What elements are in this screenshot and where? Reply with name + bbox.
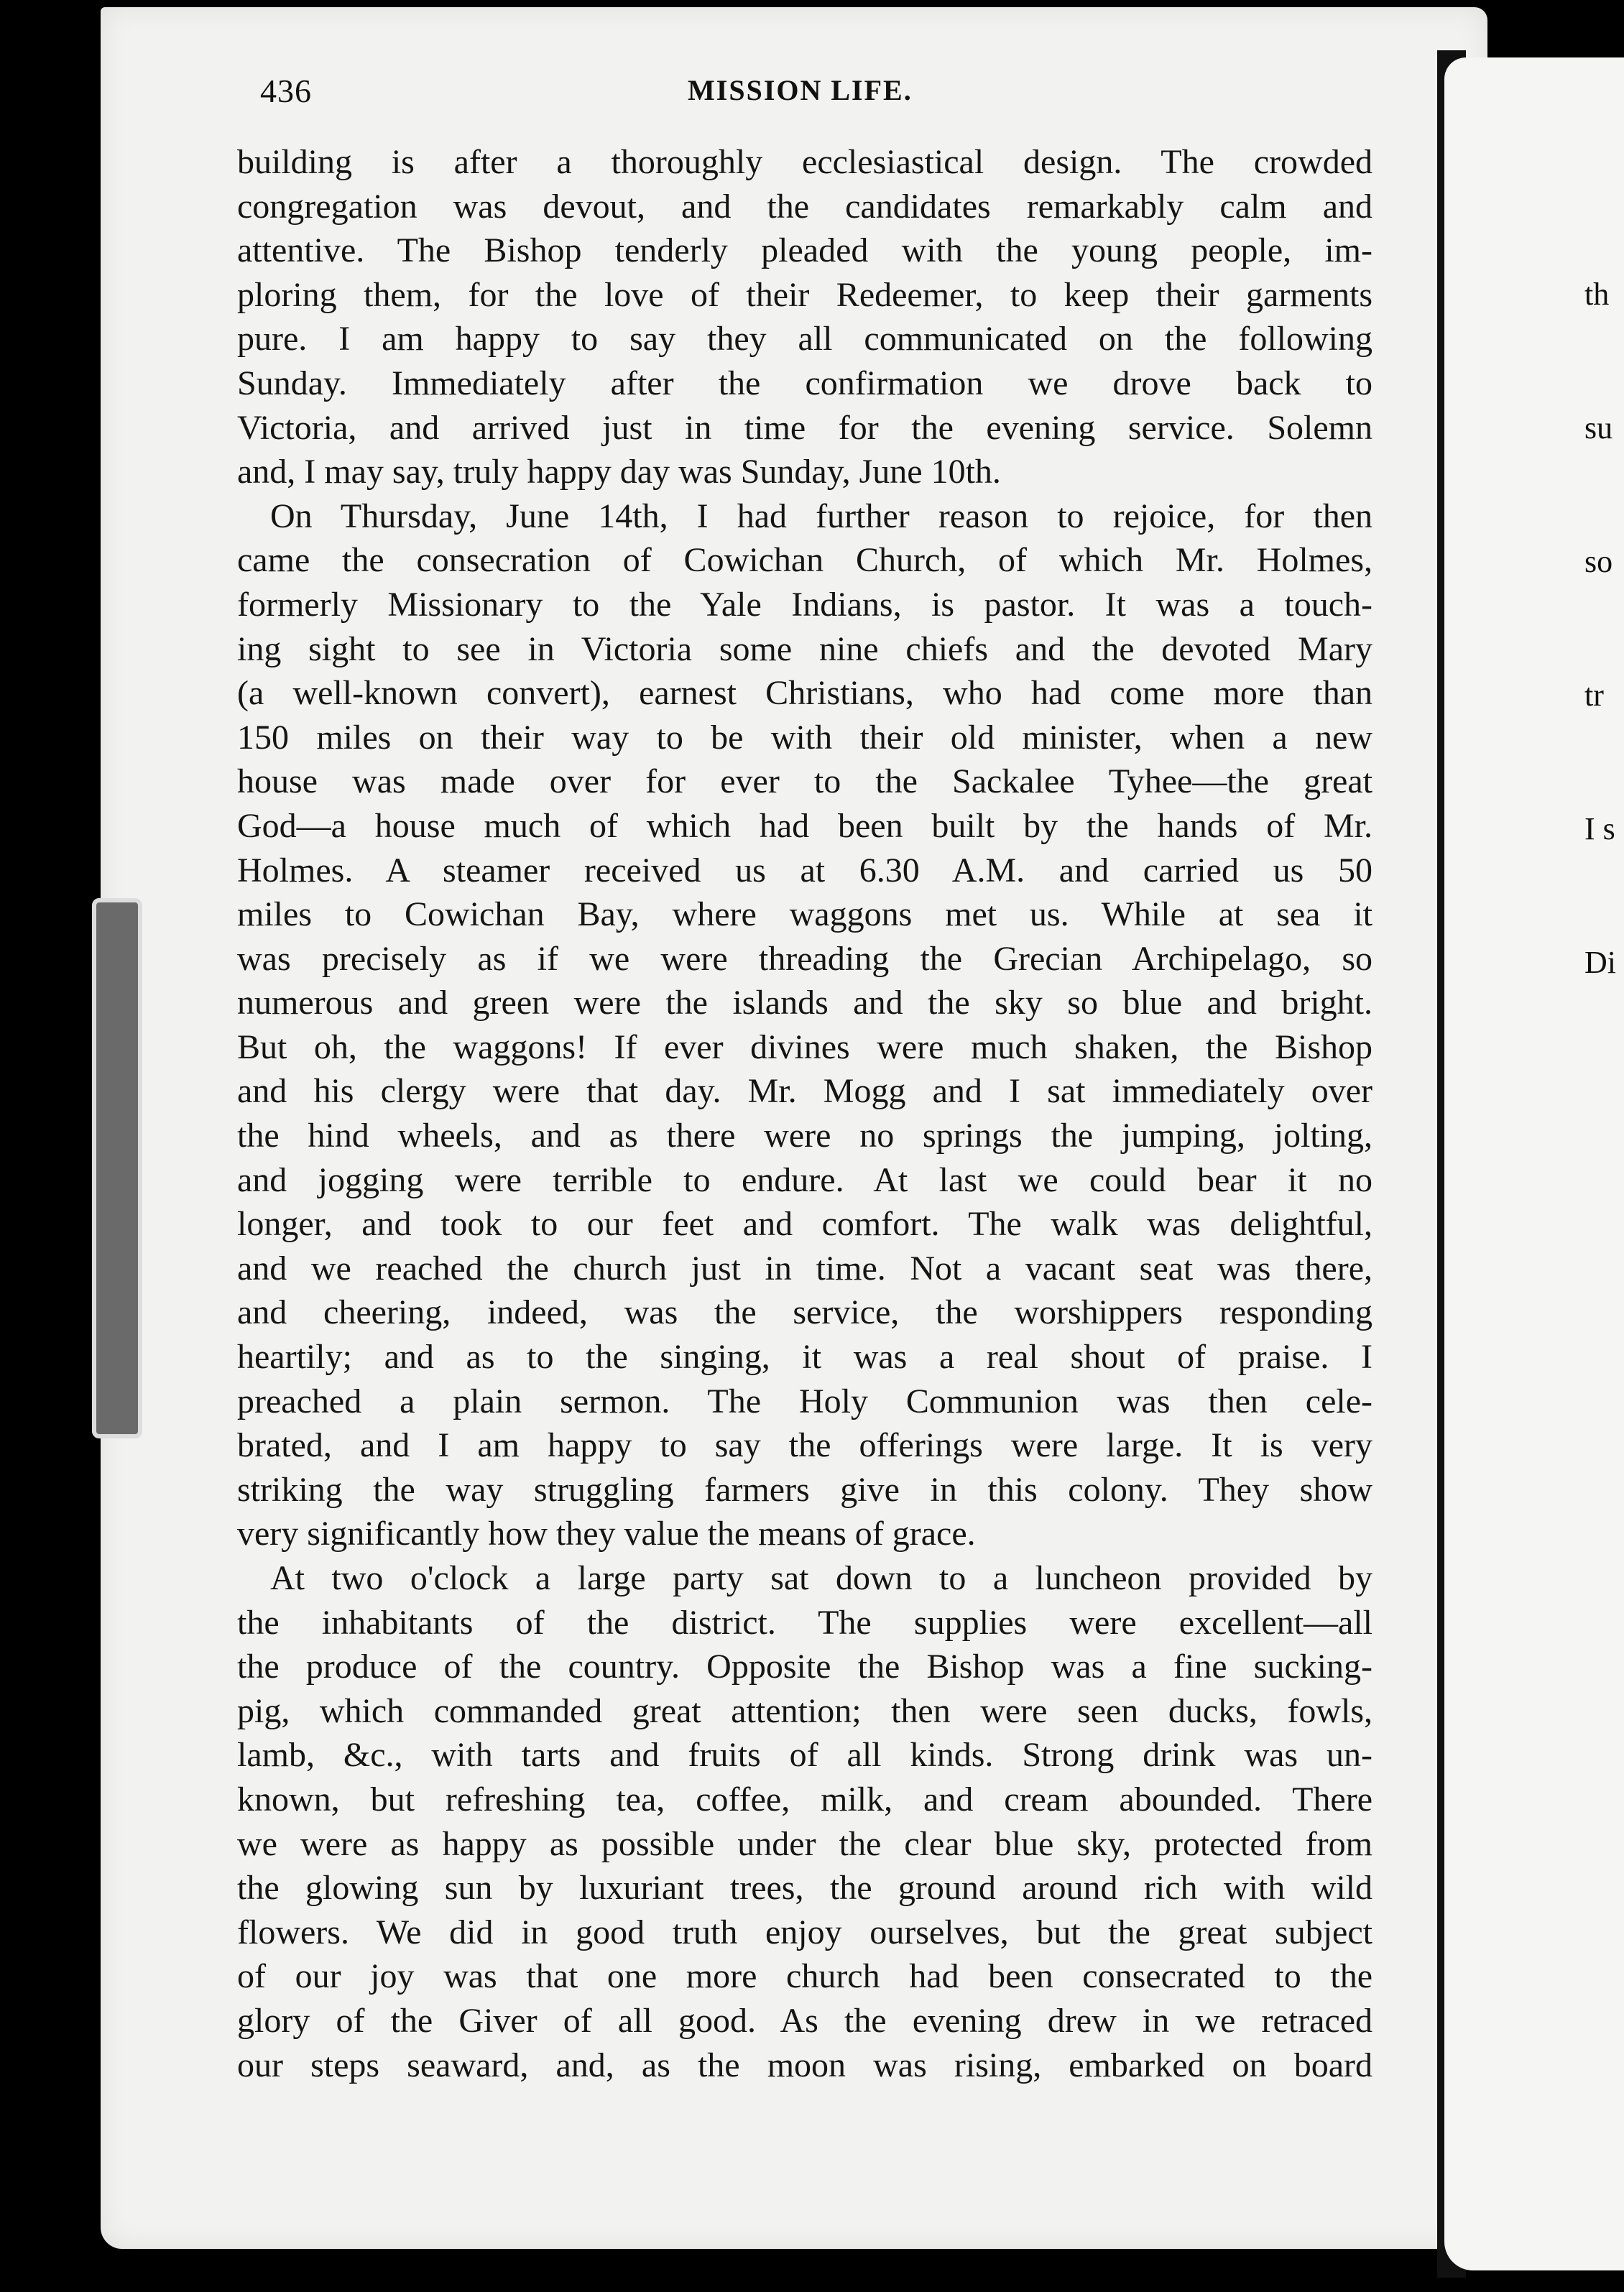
- text-line: flowers. We did in good truth enjoy ourselves, but the great subject: [237, 1913, 1372, 1951]
- text-line: was precisely as if we were threading the Grecian Archipelago, so: [237, 939, 1372, 978]
- text-line: our steps seaward, and, as the moon was rising, embarked on board: [237, 2046, 1372, 2084]
- facing-page-fragment: Di: [1584, 945, 1616, 980]
- text-line: and we reached the church just in time. Not a vacant seat was there,: [237, 1249, 1372, 1288]
- text-line: the hind wheels, and as there were no springs the jumping, jolting,: [237, 1117, 1372, 1155]
- text-line: ploring them, for the love of their Redeemer, to keep their garments: [237, 275, 1372, 314]
- text-line: the produce of the country. Opposite the Bishop was a fine sucking-: [237, 1648, 1372, 1686]
- text-line: lamb, &c., with tarts and fruits of all kinds. Strong drink was un-: [237, 1736, 1372, 1775]
- text-line: the glowing sun by luxuriant trees, the ground around rich with wild: [237, 1869, 1372, 1908]
- text-line: 150 miles on their way to be with their old minister, when a new: [237, 718, 1372, 757]
- text-line: heartily; and as to the singing, it was a real shout of praise. I: [237, 1338, 1372, 1377]
- text-line: the inhabitants of the district. The supplies were excellent—all: [237, 1603, 1372, 1642]
- text-line: Holmes. A steamer received us at 6.30 A.M. and carried us 50: [237, 851, 1372, 889]
- text-line: pure. I am happy to say they all communicated on the following: [237, 320, 1372, 359]
- text-line: formerly Missionary to the Yale Indians, is pastor. It was a touch-: [237, 585, 1372, 624]
- text-line: (a well-known convert), earnest Christians, who had come more than: [237, 674, 1372, 713]
- facing-page-fragment: su: [1584, 410, 1613, 445]
- text-line: pig, which commanded great attention; then were seen ducks, fowls,: [237, 1691, 1372, 1730]
- page-tab-marker: [92, 898, 142, 1438]
- page-number: 436: [260, 73, 312, 109]
- body-text: [237, 140, 1372, 2087]
- text-line: very significantly how they value the means of grace.: [237, 1515, 976, 1553]
- text-line: known, but refreshing tea, coffee, milk, and cream abounded. There: [237, 1780, 1372, 1819]
- running-title: MISSION LIFE.: [688, 74, 913, 106]
- text-line: and cheering, indeed, was the service, the worshippers responding: [237, 1293, 1372, 1332]
- text-line: building is after a thoroughly ecclesiastical design. The crowded: [237, 143, 1372, 181]
- text-line: house was made over for ever to the Sackalee Tyhee—the great: [237, 762, 1372, 801]
- facing-page-fragment: th: [1584, 277, 1610, 312]
- text-line: and his clergy were that day. Mr. Mogg and I sat immediately over: [237, 1072, 1372, 1111]
- facing-page-fragment: so: [1584, 544, 1613, 579]
- text-line: longer, and took to our feet and comfort. The walk was delightful,: [237, 1205, 1372, 1244]
- text-line: preached a plain sermon. The Holy Communion was then cele-: [237, 1382, 1372, 1420]
- text-line: and, I may say, truly happy day was Sunday, June 10th.: [237, 453, 1001, 491]
- facing-page-text: [1584, 183, 1616, 1030]
- text-line: But oh, the waggons! If ever divines were much shaken, the Bishop: [237, 1027, 1372, 1066]
- text-line: ing sight to see in Victoria some nine chiefs and the devoted Mary: [237, 629, 1372, 668]
- text-line: and jogging were terrible to endure. At last we could bear it no: [237, 1160, 1372, 1199]
- text-line: we were as happy as possible under the clear blue sky, protected from: [237, 1824, 1372, 1863]
- text-line: Victoria, and arrived just in time for the evening service. Solemn: [237, 408, 1372, 447]
- text-line: attentive. The Bishop tenderly pleaded with the young people, im-: [237, 231, 1372, 270]
- facing-page-fragment: I s: [1584, 811, 1615, 846]
- text-line: of our joy was that one more church had been consecrated to the: [237, 1957, 1372, 1996]
- text-line: glory of the Giver of all good. As the evening drew in we retraced: [237, 2001, 1372, 2040]
- text-line: congregation was devout, and the candidates remarkably calm and: [237, 187, 1372, 226]
- text-line: brated, and I am happy to say the offerings were large. It is very: [237, 1426, 1372, 1465]
- facing-page-fragment: tr: [1584, 678, 1604, 713]
- page-header: [260, 72, 1367, 122]
- text-line: At two o'clock a large party sat down to a luncheon provided by: [270, 1559, 1372, 1597]
- text-line: miles to Cowichan Bay, where waggons met us. While at sea it: [237, 895, 1372, 934]
- text-line: came the consecration of Cowichan Church, of which Mr. Holmes,: [237, 541, 1372, 580]
- text-line: Sunday. Immediately after the confirmation we drove back to: [237, 364, 1372, 402]
- text-line: striking the way struggling farmers give in this colony. They show: [237, 1470, 1372, 1509]
- text-line: numerous and green were the islands and the sky so blue and bright.: [237, 984, 1372, 1022]
- text-line: On Thursday, June 14th, I had further reason to rejoice, for then: [270, 496, 1372, 535]
- text-line: God—a house much of which had been built by the hands of Mr.: [237, 806, 1372, 845]
